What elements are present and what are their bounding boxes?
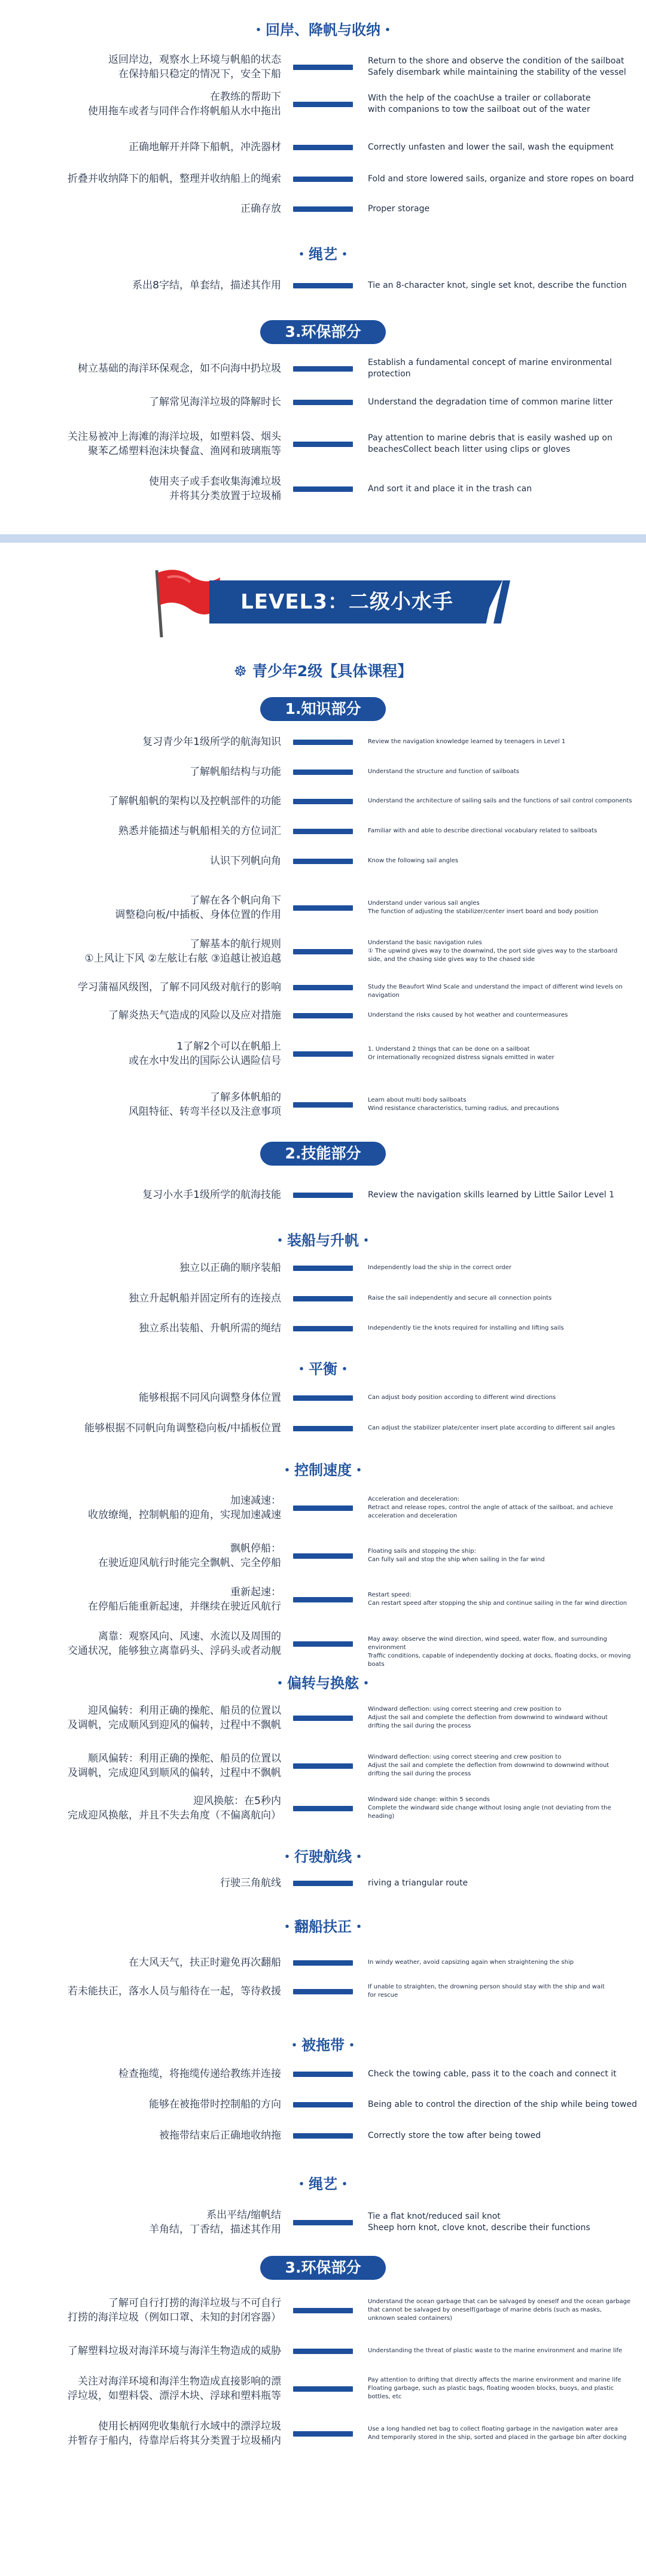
item-chinese-text: 能够根据不同帆向角调整稳向板/中插板位置 [84, 1422, 281, 1434]
item-english-text: Fold and store lowered sails, organize and store ropes on board [368, 174, 634, 184]
item-english-text: Raise the sail independently and secure all connection points [368, 1295, 552, 1301]
item-english-text: riving a triangular route [368, 1878, 468, 1888]
row-connector-bar [293, 2386, 353, 2392]
item-english-text: May away: observe the wind direction, wind speed, water flow, and surrounding environment Traffic conditions, capable of independently docking at docks, floating docks, or moving boats [368, 1636, 631, 1668]
row-connector-bar [293, 1102, 353, 1108]
row-connector-bar [293, 145, 353, 150]
row-connector-bar [293, 949, 353, 954]
item-english-text: If unable to straighten, the drowning person should stay with the ship and wait for rescue [368, 1984, 605, 1999]
item-english-text: And sort it and place it in the trash can [368, 483, 532, 494]
item-english-text: Windward deflection: using correct steering and crew position to Adjust the sail and complete the deflection from downwind to windward without drifting the sail during the process [368, 1706, 608, 1729]
item-chinese-text: 复习小水手1级所学的航海技能 [142, 1189, 281, 1201]
item-english-text: Windward deflection: using correct steering and crew position to Adjust the sail and complete the deflection from downwind to downwind without drifting the sail during the process [368, 1754, 610, 1777]
item-chinese-text: 正确地解开并降下船帆，冲洗器材 [129, 141, 281, 153]
row-connector-bar [293, 1806, 353, 1811]
item-chinese-text: 在大风天气，扶正时避免再次翻船 [129, 1957, 281, 1969]
item-chinese-text: 关注易被冲上海滩的海洋垃圾，如塑料袋、烟头 聚苯乙烯塑料泡沫块餐盒、渔网和玻璃瓶等 [68, 431, 281, 457]
ship-wheel-icon: ☸ [233, 662, 252, 680]
item-chinese-text: 检查拖缆，将拖缆传递给教练并连接 [118, 2068, 281, 2080]
item-chinese-text: 独立以正确的顺序装船 [179, 1262, 281, 1274]
item-chinese-text: 熟悉并能描述与帆船相关的方位词汇 [118, 825, 281, 837]
row-connector-bar [293, 2072, 353, 2077]
row-connector-bar [293, 206, 353, 212]
item-english-text: Independently tie the knots required for installing and lifting sails [368, 1325, 564, 1331]
section-heading: ・行驶航线・ [280, 1848, 366, 1865]
item-english-text: Tie a flat knot/reduced sail knot Sheep horn knot, clove knot, describe their functions [368, 2212, 590, 2233]
section-divider [0, 534, 646, 543]
item-chinese-text: 了解可自行打捞的海洋垃圾与不可自行 打捞的海洋垃圾（例如口罩、未知的封闭容器） [68, 2297, 281, 2323]
section-heading-pill: 2.技能部分 [260, 1142, 386, 1166]
row-connector-bar [293, 1051, 353, 1057]
item-chinese-text: 离靠：观察风向、风速、水流以及周围的 交通状况，能够独立离靠码头、浮码头或者动舰 [68, 1631, 281, 1657]
item-chinese-text: 系出8字结，单套结，描述其作用 [132, 279, 281, 291]
item-chinese-text: 能够在被拖带时控制船的方向 [149, 2098, 281, 2110]
item-chinese-text: 正确存放 [240, 203, 281, 215]
row-connector-bar [293, 1641, 353, 1647]
section-heading: ・回岸、降帆与收纳・ [251, 22, 395, 38]
course-title [0, 659, 646, 681]
item-english-text: Return to the shore and observe the condition of the sailboat Safely disembark while maintaining the stability of the vessel [368, 56, 626, 77]
row-connector-bar [293, 1296, 353, 1301]
course-title-text: 青少年2级【具体课程】 [252, 662, 413, 680]
row-connector-bar [293, 177, 353, 182]
row-connector-bar [293, 1989, 353, 1994]
section-heading: ・绳艺・ [294, 246, 352, 263]
item-chinese-text: 使用长柄网兜收集航行水域中的漂浮垃圾 并暂存于船内，待靠岸后将其分类置于垃圾桶内 [68, 2420, 281, 2447]
item-chinese-text: 独立系出装船、升帆所需的绳结 [139, 1322, 281, 1334]
item-chinese-text: 1了解2个可以在帆船上 或在水中发出的国际公认遇险信号 [129, 1041, 281, 1067]
item-english-text: Independently load the ship in the correct order [368, 1264, 511, 1271]
section-heading-pill: 3.环保部分 [260, 320, 386, 344]
item-english-text: With the help of the coachUse a trailer or collaborate with companions to tow the sailboat out of the water [368, 93, 591, 114]
item-chinese-text: 了解在各个帆向角下 调整稳向板/中插板、身体位置的作用 [115, 895, 281, 921]
row-connector-bar [293, 2431, 353, 2437]
item-english-text: Understand the degradation time of common marine litter [368, 397, 613, 407]
section-heading: ・翻船扶正・ [280, 1918, 366, 1935]
item-english-text: Learn about multi body sailboats Wind resistance characteristics, turning radius, and precautions [368, 1097, 559, 1112]
row-connector-bar [293, 442, 353, 447]
section-heading-pill: 3.环保部分 [260, 2256, 386, 2280]
item-english-text: Understand the structure and function of sailboats [368, 768, 519, 775]
item-chinese-text: 复习青少年1级所学的航海知识 [142, 736, 281, 748]
row-connector-bar [293, 2308, 353, 2313]
item-chinese-text: 在教练的帮助下 使用拖车或者与同伴合作将帆船从水中拖出 [88, 91, 281, 117]
item-english-text: In windy weather, avoid capsizing again when straightening the ship [368, 1959, 574, 1966]
item-english-text: Understand the architecture of sailing sails and the functions of sail control components [368, 798, 632, 804]
item-english-text: Windward side change: within 5 seconds Complete the windward side change without losing angle (not deviating from the heading) [368, 1796, 611, 1820]
row-connector-bar [293, 1553, 353, 1559]
item-chinese-text: 关注对海洋环境和海洋生物造成直接影响的漂 浮垃圾，如塑料袋、漂浮木块、浮球和塑料瓶等 [68, 2376, 281, 2402]
row-connector-bar [293, 65, 353, 70]
row-connector-bar [293, 1960, 353, 1966]
item-chinese-text: 了解多体帆船的 风阻特征、转弯半径以及注意事项 [129, 1091, 281, 1118]
row-connector-bar [293, 1716, 353, 1721]
item-english-text: Can adjust body position according to different wind directions [368, 1394, 556, 1401]
item-english-text: Study the Beaufort Wind Scale and understand the impact of different wind levels on navigation [368, 984, 623, 999]
item-english-text: Can adjust the stabilizer plate/center insert plate according to different sail angles [368, 1425, 615, 1431]
row-connector-bar [293, 905, 353, 911]
item-chinese-text: 返回岸边，观察水上环境与帆船的状态 在保持船只稳定的情况下，安全下船 [108, 54, 281, 80]
item-chinese-text: 系出平结/缩帆结 羊角结，丁香结，描述其作用 [149, 2209, 281, 2236]
item-chinese-text: 加速减速： 收放缭绳，控制帆船的迎角，实现加速减速 [88, 1495, 281, 1521]
row-connector-bar [293, 859, 353, 864]
row-connector-bar [293, 1597, 353, 1602]
item-chinese-text: 了解常见海洋垃圾的降解时长 [149, 396, 281, 408]
row-connector-bar [293, 770, 353, 775]
item-english-text: Tie an 8-character knot, single set knot, describe the function [368, 280, 627, 290]
item-english-text: Review the navigation knowledge learned by teenagers in Level 1 [368, 738, 566, 745]
item-english-text: Understand the risks caused by hot weather and countermeasures [368, 1012, 568, 1018]
item-chinese-text: 了解基本的航行规则 ①上风让下风 ②左舷让右舷 ③追越让被追越 [84, 938, 281, 965]
row-connector-bar [293, 829, 353, 834]
item-chinese-text: 顺风偏转：利用正确的操舵、船员的位置以 及调帆，完成迎风到顺风的偏转，过程中不飘帆 [68, 1753, 281, 1779]
row-connector-bar [293, 1395, 353, 1401]
item-chinese-text: 折叠并收纳降下的船帆，整理并收纳船上的绳索 [68, 173, 281, 185]
item-english-text: Know the following sail angles [368, 857, 459, 864]
item-chinese-text: 了解帆船结构与功能 [190, 766, 281, 778]
section-heading: ・平衡・ [294, 1361, 352, 1377]
item-english-text: Pay attention to marine debris that is easily washed up on beachesCollect beach litter using clips or gloves [368, 433, 613, 454]
item-chinese-text: 能够根据不同风向调整身体位置 [139, 1392, 281, 1404]
item-english-text: Proper storage [368, 203, 430, 214]
row-connector-bar [293, 740, 353, 745]
item-chinese-text: 重新起速： 在停船后能重新起速，并继续在驶近风航行 [88, 1586, 281, 1613]
item-english-text: Review the navigation skills learned by Little Sailor Level 1 [368, 1190, 614, 1200]
item-chinese-text: 若未能扶正，落水人员与船待在一起，等待救援 [68, 1985, 281, 1997]
item-english-text: Understand the ocean garbage that can be salvaged by oneself and the ocean garbage that cannot be salvaged by oneself(garbage of marine debris (such as masks, unknown sealed containers) [368, 2298, 631, 2322]
section-heading: ・装船与升帆・ [273, 1232, 373, 1249]
item-chinese-text: 行驶三角航线 [220, 1877, 281, 1889]
item-english-text: Use a long handled net bag to collect floating garbage in the navigation water area And temporarily stored in the ship, sorted and placed in the garbage bin after docking [368, 2426, 627, 2441]
item-english-text: Acceleration and deceleration: Retract and release ropes, control the angle of attack of the sailboat, and achieve acceleration and deceleration [368, 1496, 613, 1519]
row-connector-bar [293, 400, 353, 405]
level-title: LEVEL3：二级小水手 [240, 590, 453, 614]
item-chinese-text: 使用夹子或手套收集海滩垃圾 并将其分类放置于垃圾桶 [149, 476, 281, 502]
item-english-text: 1. Understand 2 things that can be done on a sailboat Or internationally recognized distress signals emitted in water [368, 1046, 554, 1061]
item-english-text: Correctly unfasten and lower the sail, wash the equipment [368, 142, 614, 152]
item-english-text: Understand under various sail angles The function of adjusting the stabilizer/center insert board and body position [368, 900, 599, 915]
item-chinese-text: 树立基础的海洋环保观念，如不向海中扔垃圾 [78, 363, 281, 375]
row-connector-bar [293, 102, 353, 107]
section-heading: ・被拖带・ [287, 2037, 359, 2054]
item-chinese-text: 学习蒲福风级图，了解不同风级对航行的影响 [78, 981, 281, 993]
item-english-text: Understanding the threat of plastic waste to the marine environment and marine life [368, 2347, 623, 2354]
row-connector-bar [293, 2349, 353, 2354]
row-connector-bar [293, 1881, 353, 1886]
section-heading: ・控制速度・ [280, 1462, 366, 1479]
item-chinese-text: 了解塑料垃圾对海洋环境与海洋生物造成的威胁 [68, 2345, 281, 2357]
item-english-text: Being able to control the direction of the ship while being towed [368, 2099, 637, 2109]
item-chinese-text: 迎风换舷：在5秒内 完成迎风换舷，并且不失去角度（不偏离航向） [68, 1795, 281, 1821]
item-chinese-text: 飘帆停船： 在驶近迎风航行时能完全飘帆、完全停船 [98, 1543, 281, 1569]
section-heading: ・偏转与换舷・ [273, 1675, 373, 1692]
item-english-text: Floating sails and stopping the ship: Can fully sail and stop the ship when sailing in the far wind [368, 1548, 545, 1563]
item-english-text: Correctly store the tow after being towed [368, 2130, 541, 2140]
item-english-text: Understand the basic navigation rules ① The upwind gives way to the downwind, the port side gives way to the starboard side, and the chasing side gives way to the chased side [368, 939, 618, 963]
row-connector-bar [293, 1013, 353, 1018]
row-connector-bar [293, 1426, 353, 1431]
row-connector-bar [293, 2133, 353, 2139]
item-chinese-text: 独立升起帆船并固定所有的连接点 [129, 1292, 281, 1304]
item-chinese-text: 迎风偏转：利用正确的操舵、船员的位置以 及调帆，完成顺风到迎风的偏转，过程中不飘帆 [68, 1705, 281, 1731]
row-connector-bar [293, 283, 353, 288]
row-connector-bar [293, 2102, 353, 2107]
item-chinese-text: 被拖带结束后正确地收纳拖 [159, 2130, 281, 2142]
item-english-text: Check the towing cable, pass it to the coach and connect it [368, 2069, 617, 2079]
item-english-text: Pay attention to drifting that directly affects the marine environment and marine life Floating garbage, such as plastic bags, floating wooden blocks, buoys, and plastic bottles, etc [368, 2377, 621, 2400]
item-chinese-text: 认识下列帆向角 [210, 855, 281, 867]
row-connector-bar [293, 799, 353, 804]
row-connector-bar [293, 985, 353, 990]
item-english-text: Restart speed: Can restart speed after stopping the ship and continue sailing in the far wind direction [368, 1592, 627, 1607]
item-english-text: Familiar with and able to describe directional vocabulary related to sailboats [368, 828, 598, 834]
row-connector-bar [293, 1763, 353, 1769]
section-heading-pill: 1.知识部分 [260, 697, 386, 721]
row-connector-bar [293, 1266, 353, 1271]
item-english-text: Establish a fundamental concept of marine environmental protection [368, 358, 612, 379]
row-connector-bar [293, 1506, 353, 1511]
item-chinese-text: 了解炎热天气造成的风险以及应对措施 [108, 1009, 281, 1021]
row-connector-bar [293, 366, 353, 372]
row-connector-bar [293, 486, 353, 492]
row-connector-bar [293, 1326, 353, 1331]
section-heading: ・绳艺・ [294, 2176, 352, 2192]
row-connector-bar [293, 1193, 353, 1198]
item-chinese-text: 了解帆船帆的架构以及控帆部件的功能 [108, 795, 281, 807]
row-connector-bar [293, 2220, 353, 2225]
